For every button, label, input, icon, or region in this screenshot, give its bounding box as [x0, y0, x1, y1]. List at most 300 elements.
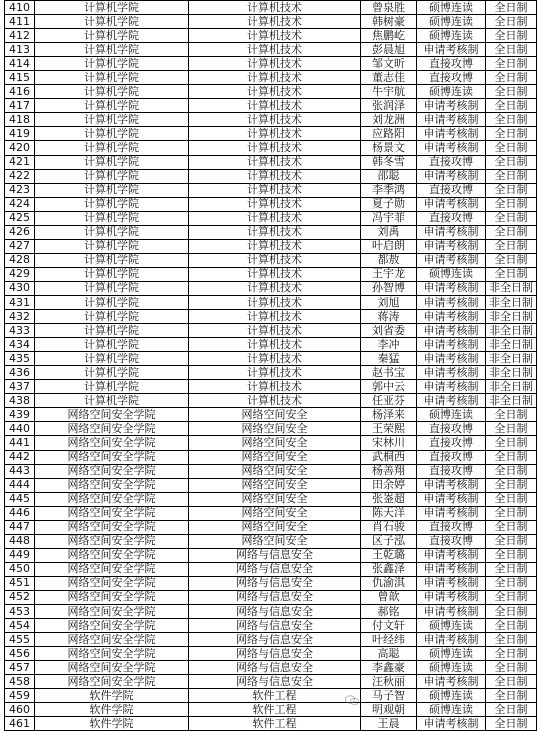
row-index-cell: 411 [5, 15, 35, 29]
table-row [5, 57, 537, 71]
study-mode-cell: 全日制 [486, 71, 537, 85]
row-index-cell: 427 [5, 239, 35, 253]
study-mode-cell: 全日制 [486, 464, 537, 478]
study-mode-cell: 非全日制 [486, 338, 537, 352]
admission-method-cell: 申请考核制 [417, 127, 486, 141]
row-index-cell: 418 [5, 113, 35, 127]
admission-method-cell: 直接攻博 [417, 211, 486, 225]
table-row [5, 239, 537, 253]
student-name-cell: 彭晨旭 [361, 43, 417, 57]
study-mode-cell: 全日制 [486, 506, 537, 520]
study-mode-cell: 非全日制 [486, 324, 537, 338]
major-name-cell: 计算机技术 [189, 57, 361, 71]
table-row [5, 169, 537, 183]
college-name-cell: 网络空间安全学院 [35, 478, 189, 492]
table-row [5, 394, 537, 408]
college-name-cell: 网络空间安全学院 [35, 605, 189, 619]
admission-method-cell: 硕博连读 [417, 703, 486, 717]
major-name-cell: 计算机技术 [189, 183, 361, 197]
row-index-cell: 456 [5, 647, 35, 661]
admission-method-cell: 申请考核制 [417, 492, 486, 506]
major-name-cell: 网络与信息安全 [189, 661, 361, 675]
row-index-cell: 443 [5, 464, 35, 478]
college-name-cell: 计算机学院 [35, 183, 189, 197]
study-mode-cell: 全日制 [486, 590, 537, 604]
table-row [5, 380, 537, 394]
table-row [5, 352, 537, 366]
row-index-cell: 439 [5, 408, 35, 422]
major-name-cell: 网络空间安全 [189, 408, 361, 422]
row-index-cell: 440 [5, 422, 35, 436]
college-name-cell: 网络空间安全学院 [35, 590, 189, 604]
study-mode-cell: 全日制 [486, 534, 537, 548]
study-mode-cell: 全日制 [486, 141, 537, 155]
study-mode-cell: 全日制 [486, 211, 537, 225]
row-index-cell: 454 [5, 619, 35, 633]
admission-method-cell: 直接攻博 [417, 57, 486, 71]
college-name-cell: 计算机学院 [35, 29, 189, 43]
student-name-cell: 李鑫豪 [361, 661, 417, 675]
major-name-cell: 网络空间安全 [189, 492, 361, 506]
major-name-cell: 计算机技术 [189, 295, 361, 309]
college-name-cell: 计算机学院 [35, 1, 189, 15]
student-name-cell: 秦猛 [361, 352, 417, 366]
college-name-cell: 网络空间安全学院 [35, 562, 189, 576]
major-name-cell: 计算机技术 [189, 155, 361, 169]
college-name-cell: 计算机学院 [35, 155, 189, 169]
admission-method-cell: 申请考核制 [417, 394, 486, 408]
row-index-cell: 432 [5, 310, 35, 324]
admission-method-cell: 申请考核制 [417, 197, 486, 211]
college-name-cell: 软件学院 [35, 689, 189, 703]
student-name-cell: 张鑫泽 [361, 562, 417, 576]
table-row [5, 253, 537, 267]
admission-method-cell: 硕博连读 [417, 29, 486, 43]
row-index-cell: 452 [5, 590, 35, 604]
admission-method-cell: 申请考核制 [417, 675, 486, 689]
student-name-cell: 邵聪 [361, 169, 417, 183]
table-row [5, 141, 537, 155]
table-row [5, 197, 537, 211]
college-name-cell: 计算机学院 [35, 352, 189, 366]
college-name-cell: 网络空间安全学院 [35, 408, 189, 422]
student-name-cell: 肖石骏 [361, 520, 417, 534]
table-row [5, 422, 537, 436]
student-name-cell: 高聪 [361, 647, 417, 661]
major-name-cell: 网络空间安全 [189, 436, 361, 450]
study-mode-cell: 非全日制 [486, 295, 537, 309]
major-name-cell: 计算机技术 [189, 197, 361, 211]
college-name-cell: 计算机学院 [35, 267, 189, 281]
row-index-cell: 433 [5, 324, 35, 338]
row-index-cell: 417 [5, 99, 35, 113]
college-name-cell: 计算机学院 [35, 169, 189, 183]
admission-method-cell: 直接攻博 [417, 534, 486, 548]
major-name-cell: 计算机技术 [189, 99, 361, 113]
student-name-cell: 王乾璐 [361, 548, 417, 562]
admission-method-cell: 硕博连读 [417, 267, 486, 281]
student-name-cell: 杨景文 [361, 141, 417, 155]
major-name-cell: 计算机技术 [189, 71, 361, 85]
admission-method-cell: 申请考核制 [417, 295, 486, 309]
student-name-cell: 韩树豪 [361, 15, 417, 29]
table-row [5, 85, 537, 99]
table-row [5, 717, 537, 731]
college-name-cell: 网络空间安全学院 [35, 534, 189, 548]
student-name-cell: 杨泽来 [361, 408, 417, 422]
study-mode-cell: 全日制 [486, 436, 537, 450]
admission-method-cell: 硕博连读 [417, 661, 486, 675]
college-name-cell: 计算机学院 [35, 211, 189, 225]
college-name-cell: 计算机学院 [35, 113, 189, 127]
table-row [5, 267, 537, 281]
college-name-cell: 计算机学院 [35, 239, 189, 253]
admission-method-cell: 申请考核制 [417, 590, 486, 604]
student-name-cell: 任亚芬 [361, 394, 417, 408]
row-index-cell: 428 [5, 253, 35, 267]
major-name-cell: 计算机技术 [189, 253, 361, 267]
college-name-cell: 计算机学院 [35, 380, 189, 394]
table-row [5, 492, 537, 506]
admission-method-cell: 申请考核制 [417, 253, 486, 267]
row-index-cell: 459 [5, 689, 35, 703]
major-name-cell: 网络空间安全 [189, 422, 361, 436]
table-row [5, 478, 537, 492]
college-name-cell: 计算机学院 [35, 43, 189, 57]
student-name-cell: 孙智博 [361, 281, 417, 295]
row-index-cell: 426 [5, 225, 35, 239]
major-name-cell: 软件工程 [189, 689, 361, 703]
row-index-cell: 451 [5, 576, 35, 590]
major-name-cell: 计算机技术 [189, 127, 361, 141]
study-mode-cell: 全日制 [486, 239, 537, 253]
admission-method-cell: 申请考核制 [417, 239, 486, 253]
student-name-cell: 刘禹 [361, 225, 417, 239]
student-name-cell: 董志佳 [361, 71, 417, 85]
study-mode-cell: 全日制 [486, 576, 537, 590]
college-name-cell: 软件学院 [35, 703, 189, 717]
college-name-cell: 计算机学院 [35, 141, 189, 155]
table-row [5, 619, 537, 633]
study-mode-cell: 全日制 [486, 43, 537, 57]
admission-method-cell: 申请考核制 [417, 324, 486, 338]
study-mode-cell: 全日制 [486, 548, 537, 562]
admission-method-cell: 直接攻博 [417, 71, 486, 85]
major-name-cell: 计算机技术 [189, 211, 361, 225]
study-mode-cell: 非全日制 [486, 310, 537, 324]
row-index-cell: 442 [5, 450, 35, 464]
row-index-cell: 431 [5, 295, 35, 309]
admission-method-cell: 申请考核制 [417, 352, 486, 366]
table-row [5, 520, 537, 534]
row-index-cell: 448 [5, 534, 35, 548]
major-name-cell: 网络与信息安全 [189, 562, 361, 576]
table-row [5, 15, 537, 29]
college-name-cell: 网络空间安全学院 [35, 576, 189, 590]
college-name-cell: 网络空间安全学院 [35, 464, 189, 478]
table-row [5, 281, 537, 295]
college-name-cell: 网络空间安全学院 [35, 436, 189, 450]
college-name-cell: 计算机学院 [35, 71, 189, 85]
row-index-cell: 447 [5, 520, 35, 534]
major-name-cell: 计算机技术 [189, 225, 361, 239]
table-row [5, 295, 537, 309]
student-name-cell: 邹文昕 [361, 57, 417, 71]
student-name-cell: 李冲 [361, 338, 417, 352]
major-name-cell: 网络与信息安全 [189, 619, 361, 633]
college-name-cell: 计算机学院 [35, 338, 189, 352]
study-mode-cell: 非全日制 [486, 366, 537, 380]
admission-method-cell: 申请考核制 [417, 225, 486, 239]
major-name-cell: 网络空间安全 [189, 534, 361, 548]
table-row [5, 225, 537, 239]
table-row [5, 633, 537, 647]
table-row [5, 605, 537, 619]
major-name-cell: 计算机技术 [189, 141, 361, 155]
table-row [5, 29, 537, 43]
row-index-cell: 461 [5, 717, 35, 731]
student-name-cell: 宋林川 [361, 436, 417, 450]
table-row [5, 71, 537, 85]
study-mode-cell: 全日制 [486, 127, 537, 141]
table-row [5, 211, 537, 225]
study-mode-cell: 非全日制 [486, 394, 537, 408]
college-name-cell: 计算机学院 [35, 85, 189, 99]
college-name-cell: 计算机学院 [35, 394, 189, 408]
row-index-cell: 414 [5, 57, 35, 71]
college-name-cell: 软件学院 [35, 717, 189, 731]
major-name-cell: 计算机技术 [189, 85, 361, 99]
table-row [5, 113, 537, 127]
college-name-cell: 网络空间安全学院 [35, 520, 189, 534]
table-row [5, 464, 537, 478]
college-name-cell: 计算机学院 [35, 281, 189, 295]
student-name-cell: 郝铭 [361, 605, 417, 619]
student-name-cell: 曾泉胜 [361, 1, 417, 15]
study-mode-cell: 全日制 [486, 29, 537, 43]
row-index-cell: 453 [5, 605, 35, 619]
admission-method-cell: 申请考核制 [417, 717, 486, 731]
study-mode-cell: 全日制 [486, 647, 537, 661]
major-name-cell: 网络与信息安全 [189, 675, 361, 689]
student-name-cell: 刘龙洲 [361, 113, 417, 127]
student-name-cell: 武桐西 [361, 450, 417, 464]
study-mode-cell: 全日制 [486, 717, 537, 731]
admission-method-cell: 申请考核制 [417, 366, 486, 380]
major-name-cell: 网络与信息安全 [189, 647, 361, 661]
admission-method-cell: 申请考核制 [417, 169, 486, 183]
row-index-cell: 421 [5, 155, 35, 169]
table-row [5, 548, 537, 562]
major-name-cell: 网络空间安全 [189, 464, 361, 478]
college-name-cell: 网络空间安全学院 [35, 647, 189, 661]
study-mode-cell: 全日制 [486, 675, 537, 689]
college-name-cell: 网络空间安全学院 [35, 619, 189, 633]
student-name-cell: 应路阳 [361, 127, 417, 141]
study-mode-cell: 全日制 [486, 450, 537, 464]
table-row [5, 703, 537, 717]
admission-method-cell: 硕博连读 [417, 647, 486, 661]
major-name-cell: 网络与信息安全 [189, 605, 361, 619]
major-name-cell: 网络与信息安全 [189, 590, 361, 604]
study-mode-cell: 全日制 [486, 689, 537, 703]
table-row [5, 338, 537, 352]
study-mode-cell: 全日制 [486, 85, 537, 99]
student-name-cell: 郭中云 [361, 380, 417, 394]
row-index-cell: 449 [5, 548, 35, 562]
row-index-cell: 435 [5, 352, 35, 366]
row-index-cell: 415 [5, 71, 35, 85]
table-row [5, 506, 537, 520]
row-index-cell: 437 [5, 380, 35, 394]
study-mode-cell: 全日制 [486, 155, 537, 169]
study-mode-cell: 全日制 [486, 661, 537, 675]
table-row [5, 310, 537, 324]
table-row [5, 183, 537, 197]
major-name-cell: 计算机技术 [189, 324, 361, 338]
row-index-cell: 420 [5, 141, 35, 155]
table-row [5, 675, 537, 689]
admission-method-cell: 直接攻博 [417, 450, 486, 464]
student-name-cell: 蒋涛 [361, 310, 417, 324]
admission-method-cell: 申请考核制 [417, 99, 486, 113]
row-index-cell: 450 [5, 562, 35, 576]
student-name-cell: 刘旭 [361, 295, 417, 309]
admission-method-cell: 申请考核制 [417, 562, 486, 576]
table-row [5, 689, 537, 703]
study-mode-cell: 全日制 [486, 113, 537, 127]
major-name-cell: 网络与信息安全 [189, 576, 361, 590]
admission-method-cell: 直接攻博 [417, 464, 486, 478]
college-name-cell: 网络空间安全学院 [35, 506, 189, 520]
college-name-cell: 网络空间安全学院 [35, 675, 189, 689]
table-row [5, 324, 537, 338]
admission-method-cell: 申请考核制 [417, 43, 486, 57]
table-row [5, 1, 537, 15]
student-name-cell: 冯宇菲 [361, 211, 417, 225]
admission-method-cell: 硕博连读 [417, 408, 486, 422]
admission-method-cell: 申请考核制 [417, 310, 486, 324]
study-mode-cell: 全日制 [486, 57, 537, 71]
major-name-cell: 计算机技术 [189, 113, 361, 127]
admission-method-cell: 硕博连读 [417, 689, 486, 703]
admission-method-cell: 直接攻博 [417, 422, 486, 436]
table-row [5, 590, 537, 604]
student-name-cell: 韩冬雪 [361, 155, 417, 169]
student-name-cell: 马子智 [361, 689, 417, 703]
student-name-cell: 王晨 [361, 717, 417, 731]
row-index-cell: 424 [5, 197, 35, 211]
row-index-cell: 458 [5, 675, 35, 689]
major-name-cell: 网络空间安全 [189, 520, 361, 534]
student-name-cell: 叶经纬 [361, 633, 417, 647]
table-row [5, 661, 537, 675]
study-mode-cell: 全日制 [486, 253, 537, 267]
student-name-cell: 杨善翔 [361, 464, 417, 478]
admission-list-table [4, 0, 537, 731]
study-mode-cell: 全日制 [486, 408, 537, 422]
admission-method-cell: 直接攻博 [417, 520, 486, 534]
row-index-cell: 460 [5, 703, 35, 717]
table-row [5, 647, 537, 661]
student-name-cell: 陈天洋 [361, 506, 417, 520]
student-name-cell: 王荣熙 [361, 422, 417, 436]
college-name-cell: 计算机学院 [35, 57, 189, 71]
college-name-cell: 计算机学院 [35, 324, 189, 338]
major-name-cell: 计算机技术 [189, 380, 361, 394]
student-name-cell: 牛宇航 [361, 85, 417, 99]
major-name-cell: 网络与信息安全 [189, 633, 361, 647]
admission-method-cell: 硕博连读 [417, 619, 486, 633]
table-body [5, 1, 537, 731]
table-row [5, 366, 537, 380]
table-row [5, 562, 537, 576]
student-name-cell: 都敖 [361, 253, 417, 267]
table-row [5, 43, 537, 57]
admission-method-cell: 硕博连读 [417, 85, 486, 99]
major-name-cell: 计算机技术 [189, 29, 361, 43]
major-name-cell: 网络空间安全 [189, 450, 361, 464]
major-name-cell: 计算机技术 [189, 43, 361, 57]
student-name-cell: 王宇龙 [361, 267, 417, 281]
student-name-cell: 汪秋丽 [361, 675, 417, 689]
college-name-cell: 计算机学院 [35, 366, 189, 380]
table-row [5, 99, 537, 113]
row-index-cell: 441 [5, 436, 35, 450]
row-index-cell: 425 [5, 211, 35, 225]
study-mode-cell: 全日制 [486, 422, 537, 436]
study-mode-cell: 全日制 [486, 169, 537, 183]
student-name-cell: 叶启朗 [361, 239, 417, 253]
admission-method-cell: 硕博连读 [417, 1, 486, 15]
row-index-cell: 416 [5, 85, 35, 99]
study-mode-cell: 全日制 [486, 183, 537, 197]
row-index-cell: 446 [5, 506, 35, 520]
student-name-cell: 明观朝 [361, 703, 417, 717]
major-name-cell: 计算机技术 [189, 281, 361, 295]
student-name-cell: 区子泓 [361, 534, 417, 548]
college-name-cell: 计算机学院 [35, 99, 189, 113]
student-name-cell: 夏子勋 [361, 197, 417, 211]
college-name-cell: 计算机学院 [35, 225, 189, 239]
study-mode-cell: 全日制 [486, 520, 537, 534]
major-name-cell: 软件工程 [189, 703, 361, 717]
study-mode-cell: 全日制 [486, 1, 537, 15]
major-name-cell: 计算机技术 [189, 267, 361, 281]
document-page [4, 0, 537, 731]
admission-method-cell: 申请考核制 [417, 548, 486, 562]
major-name-cell: 计算机技术 [189, 338, 361, 352]
admission-method-cell: 申请考核制 [417, 576, 486, 590]
student-name-cell: 付文轩 [361, 619, 417, 633]
major-name-cell: 计算机技术 [189, 394, 361, 408]
student-name-cell: 李季鸿 [361, 183, 417, 197]
table-row [5, 576, 537, 590]
major-name-cell: 计算机技术 [189, 366, 361, 380]
admission-method-cell: 申请考核制 [417, 281, 486, 295]
row-index-cell: 455 [5, 633, 35, 647]
major-name-cell: 网络空间安全 [189, 506, 361, 520]
row-index-cell: 438 [5, 394, 35, 408]
college-name-cell: 网络空间安全学院 [35, 661, 189, 675]
admission-method-cell: 申请考核制 [417, 605, 486, 619]
table-row [5, 436, 537, 450]
study-mode-cell: 全日制 [486, 619, 537, 633]
admission-method-cell: 申请考核制 [417, 338, 486, 352]
admission-method-cell: 直接攻博 [417, 183, 486, 197]
college-name-cell: 网络空间安全学院 [35, 633, 189, 647]
row-index-cell: 430 [5, 281, 35, 295]
